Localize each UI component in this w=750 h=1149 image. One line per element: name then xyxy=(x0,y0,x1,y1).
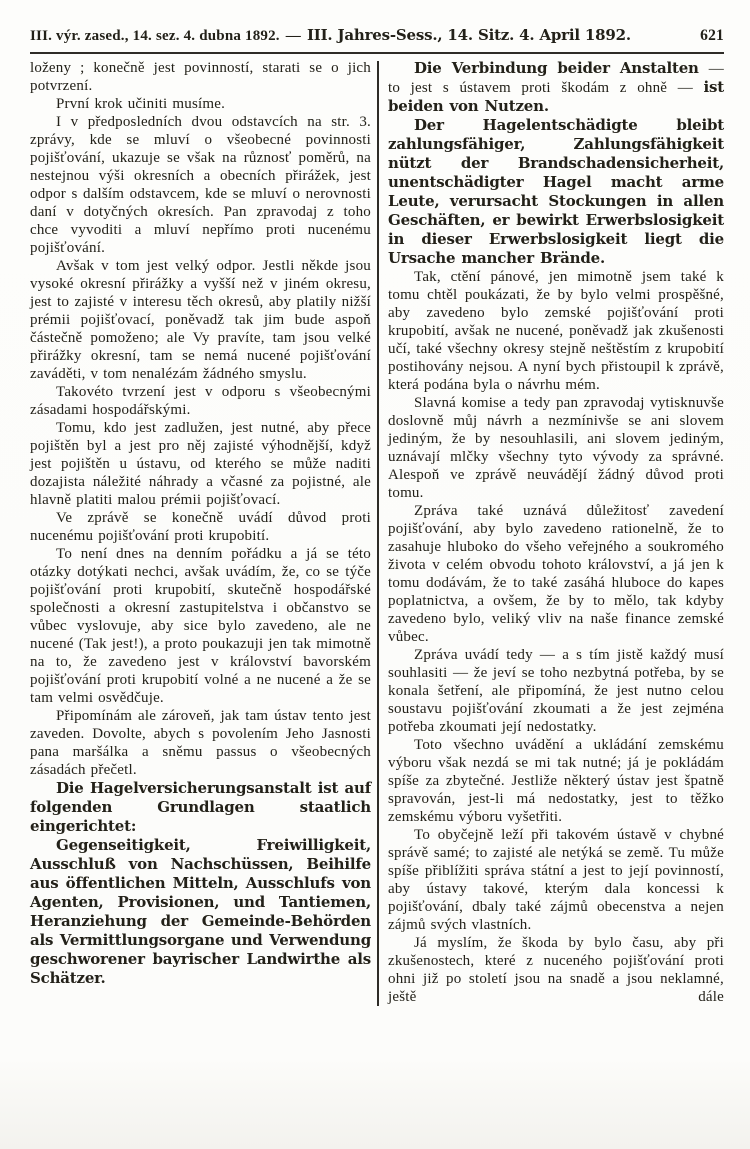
header-czech-session: III. výr. zased., 14. sez. 4. dubna 1892. xyxy=(30,28,280,44)
paragraph xyxy=(388,826,724,934)
paragraph xyxy=(388,502,724,646)
roman-text: Slavná komise a tedy pan zpravodaj vytisknuvše doslovně můj návrh a nezmínivše se ani slovem jediným, že by nesouhlasili, ani slovem jediným, uznávají mlčky všechny tyto vývody za správné. Alespoň ve zprávě neuvádějí žádný důvod proti tomu. xyxy=(388,395,724,501)
roman-text: Tak, ctění pánové, jen mimotně jsem také k tomu chtěl poukázati, že by bylo velmi prospěšné, aby zavedeno bylo zemské pojišťování proti krupobití, avšak ne nucené, poněvadž jak zkušenosti učí, také všechny okresy stejně neštěstím z krupobití postihovány nejsou. A nyní bych přistoupil k zprávě, která podána byla o návrhu mém. xyxy=(388,269,724,393)
paragraph xyxy=(30,545,371,707)
header-session-info xyxy=(30,26,631,45)
header-german-session: III. Jahres-Sess., 14. Sitz. 4. April 1892. xyxy=(306,26,631,44)
paragraph xyxy=(30,383,371,419)
roman-text: Zpráva také uznává důležitosť zavedení pojišťování, aby bylo zavedeno rationelně, že to zasahuje hluboko do všeho veřejného a soukromého života v celém obvodu tohoto království, a já jen k tomu dodávám, že to také zasáhá hluboce do kapes poplatnictva, a ovšem, že by to mělo, tak kdyby zavedeno bylo, veliký vliv na naše finance zemské vůbec. xyxy=(388,503,724,645)
roman-text: Připomínám ale zároveň, jak tam ústav tento jest zaveden. Dovolte, abych s povolením Jeho Jasnosti pana maršálka a sněmu passus o všeobecných zásadách přečetl. xyxy=(30,708,371,778)
roman-text: I v předposledních dvou odstavcích na str. 3. zprávy, kde se mluví o všeobecné povinnosti pojišťování, ukazuje se však na různosť poměrů, na nestejnou výši okresních a obecních přirážek, jest odpor s dalším odstavcem, kde se mluví o nerovnosti daní v dotyčných okresích. Pan zpravodaj z toho chce vyvoditi a mluví nepřímo proti nucenému pojišťování. xyxy=(30,114,371,256)
paragraph xyxy=(30,95,371,113)
fraktur-text: Die Hagelversicherungsanstalt ist auf folgenden Grundlagen staatlich eingerichtet: xyxy=(30,779,371,835)
roman-text: To není dnes na denním pořádku a já se této otázky dotýkati nechci, avšak uvádím, že, co se týče pojišťování proti krupobití, skutečně hospodářské společnosti a okresní zastupitelstva i občanstvo se vůbec vyslovuje, aby sice bylo zavedeno, ale ne nucené (Tak jest!), a proto poukazuji jen tak mimotně na to, že zavedeno jest v království bavorském pojišťování proti krupobití volné a ne nucené a že se tam velmi osvědčuje. xyxy=(30,546,371,706)
roman-text: loženy ; konečně jest povinností, starati se o jich potvrzení. xyxy=(30,60,371,94)
left-column xyxy=(30,59,377,1006)
paragraph xyxy=(30,779,371,836)
paragraph xyxy=(30,59,371,95)
fraktur-text: Gegenseitigkeit, Freiwilligkeit, Ausschluß von Nachschüssen, Beihilfe aus öffentlichen Mitteln, Ausschlufs von Agenten, Provisionen, und Tantiemen, Heranziehung der Gemeinde-Behörden als Vermittlungsorgane und Verwendung geschworener bayrischer Landwirthe als Schätzer. xyxy=(30,836,371,987)
paragraph xyxy=(30,509,371,545)
paragraph xyxy=(30,257,371,383)
roman-text: Zpráva uvádí tedy — a s tím jistě každý musí souhlasiti — že jeví se toho nezbytná potřeba, by se konala šetření, ale připomíná, že jest nutno celou soustavu pojišťování zkoumati a že jest zejména potřeba zkoumati její nedostatky. xyxy=(388,647,724,735)
roman-text: Tomu, kdo jest zadlužen, jest nutné, aby přece pojištěn byl a jest pro něj zajisté výhodnější, když jest pojištěn u ústavu, od kterého se může naditi dozajista náležité náhrady a včasné za pojistné, ale hlavně platiti malou prémii pojišťovací. xyxy=(30,420,371,508)
roman-text: Já myslím, že škoda by bylo času, aby při zkušenostech, které z nuceného pojišťování proti ohni již po století jsou na snadě a jsou neklamné, ještě dále xyxy=(388,935,724,1005)
roman-text: První krok učiniti musíme. xyxy=(56,96,226,112)
page-header xyxy=(30,26,724,54)
roman-text: Toto všechno uvádění a ukládání zemskému výboru však nezdá se mi tak nutné; já je pokládám spíše za zbytečné. Jestliže některý ústav jest špatně spravován, jest-li má nedostatky, jest to těžko zemskému výboru vyšetřiti. xyxy=(388,737,724,825)
paragraph xyxy=(388,736,724,826)
paragraph xyxy=(388,268,724,394)
paragraph xyxy=(30,113,371,257)
text-columns xyxy=(30,59,724,1006)
page-number: 621 xyxy=(700,27,724,44)
paragraph xyxy=(30,836,371,988)
fraktur-text: Die Verbindung beider Anstalten xyxy=(414,59,709,77)
paragraph xyxy=(30,419,371,509)
right-column xyxy=(379,59,724,1006)
paragraph xyxy=(388,116,724,268)
roman-text: Avšak v tom jest velký odpor. Jestli někde jsou vysoké okresní přirážky a vyšší než v jiném okresu, jest to zajisté v interesu těch okresů, aby platily nižší prémii pojišťovací, poněvadž tak jim bude aspoň částečně pomoženo; ale Vy pravíte, tam jsou velké přirážky okresní, tam se nemá nucené pojišťování zaváděti, v tom nenalézám žádného smyslu. xyxy=(30,258,371,382)
paragraph xyxy=(388,646,724,736)
roman-text: To obyčejně leží při takovém ústavě v chybné správě samé; to zajisté ale netýká se země. Tu může spíše přiblížiti správa státní a jest to její povinností, aby ústavy takové, kterým dala koncessi k pojišťování, dbaly také zájmů obecenstva a nejen zájmů svých vlastních. xyxy=(388,827,724,933)
roman-text: Ve zprávě se konečně uvádí důvod proti nucenému pojišťování proti krupobití. xyxy=(30,510,371,544)
header-separator: — xyxy=(285,28,301,44)
fraktur-text: Der Hagelentschädigte bleibt zahlungsfähiger, Zahlungsfähigkeit nützt der Brandschadensicherheit, unentschädigter Hagel macht arme Leute, verursacht Stockungen in allen Geschäften, er bewirkt Erwerbslosigkeit in dieser Erwerbslosigkeit liegt die Ursache mancher Brände. xyxy=(388,116,724,267)
paragraph xyxy=(388,59,724,116)
paragraph xyxy=(388,394,724,502)
roman-text: — to jest s ústavem proti škodám z ohně — xyxy=(388,61,724,96)
roman-text: Takovéto tvrzení jest v odporu s všeobecnými zásadami hospodářskými. xyxy=(30,384,371,418)
fraktur-text: ist beiden von Nutzen. xyxy=(388,78,724,115)
paragraph xyxy=(388,934,724,1006)
paragraph xyxy=(30,707,371,779)
